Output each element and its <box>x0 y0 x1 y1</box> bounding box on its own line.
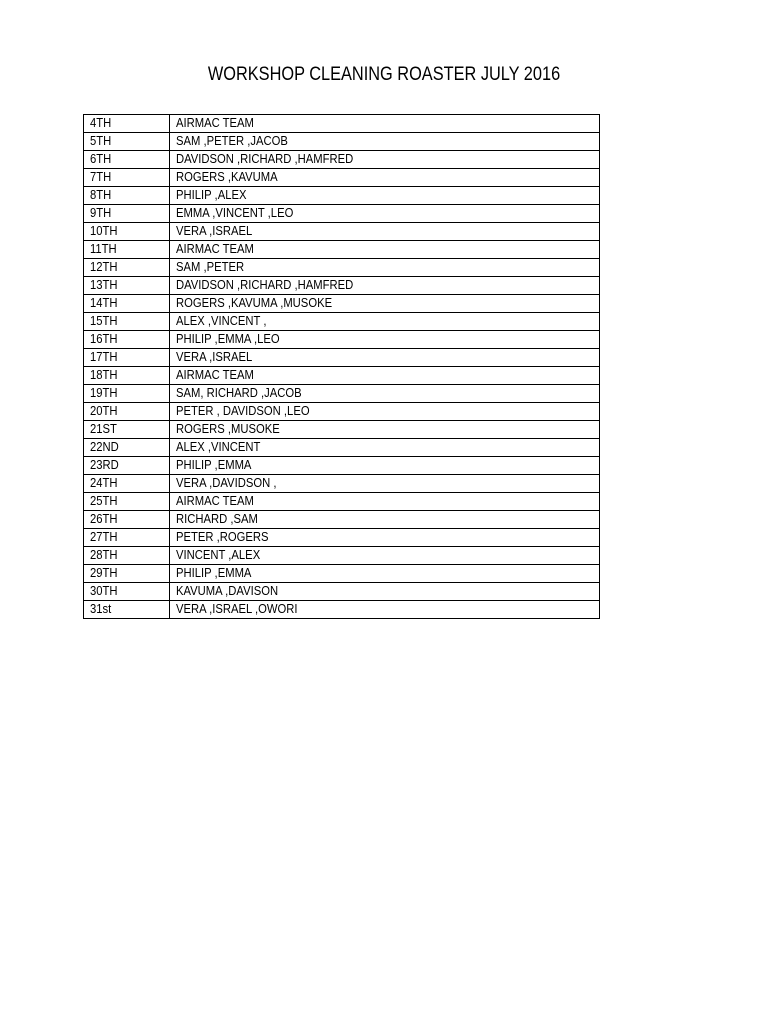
date-text: 26TH <box>90 512 118 526</box>
date-cell <box>84 421 170 439</box>
date-text: 29TH <box>90 566 118 580</box>
names-cell <box>170 439 600 457</box>
date-text: 8TH <box>90 188 112 202</box>
date-text: 20TH <box>90 404 118 418</box>
date-cell <box>84 151 170 169</box>
names-text: ROGERS ,KAVUMA <box>176 170 278 184</box>
table-row <box>84 475 600 493</box>
date-text: 11TH <box>90 242 117 256</box>
date-text: 23RD <box>90 458 119 472</box>
names-text: PHILIP ,EMMA <box>176 458 252 472</box>
names-text: PHILIP ,EMMA <box>176 566 252 580</box>
date-cell <box>84 313 170 331</box>
table-row <box>84 421 600 439</box>
names-cell <box>170 295 600 313</box>
table-row <box>84 367 600 385</box>
table-row <box>84 601 600 619</box>
date-cell <box>84 349 170 367</box>
names-text: VINCENT ,ALEX <box>176 548 261 562</box>
names-text: AIRMAC TEAM <box>176 368 254 382</box>
table-row <box>84 115 600 133</box>
roster-table <box>83 114 600 619</box>
date-text: 12TH <box>90 260 118 274</box>
date-text: 4TH <box>90 116 112 130</box>
date-cell <box>84 241 170 259</box>
table-row <box>84 169 600 187</box>
names-text: ALEX ,VINCENT , <box>176 314 267 328</box>
names-cell <box>170 529 600 547</box>
date-cell <box>84 529 170 547</box>
names-cell <box>170 583 600 601</box>
names-cell <box>170 115 600 133</box>
names-cell <box>170 331 600 349</box>
table-row <box>84 223 600 241</box>
names-text: PHILIP ,EMMA ,LEO <box>176 332 280 346</box>
date-cell <box>84 187 170 205</box>
table-row <box>84 565 600 583</box>
table-row <box>84 583 600 601</box>
date-cell <box>84 493 170 511</box>
roster-body <box>84 115 600 619</box>
date-cell <box>84 169 170 187</box>
table-row <box>84 241 600 259</box>
table-row <box>84 313 600 331</box>
names-text: AIRMAC TEAM <box>176 242 254 256</box>
date-text: 5TH <box>90 134 112 148</box>
names-cell <box>170 349 600 367</box>
date-cell <box>84 385 170 403</box>
date-cell <box>84 295 170 313</box>
names-text: DAVIDSON ,RICHARD ,HAMFRED <box>176 152 354 166</box>
names-cell <box>170 313 600 331</box>
names-text: SAM, RICHARD ,JACOB <box>176 386 302 400</box>
names-cell <box>170 547 600 565</box>
date-text: 13TH <box>90 278 118 292</box>
date-cell <box>84 223 170 241</box>
table-row <box>84 331 600 349</box>
table-row <box>84 385 600 403</box>
names-text: RICHARD ,SAM <box>176 512 258 526</box>
date-text: 31st <box>90 602 112 616</box>
names-cell <box>170 403 600 421</box>
names-cell <box>170 151 600 169</box>
date-text: 24TH <box>90 476 118 490</box>
date-text: 22ND <box>90 440 119 454</box>
date-text: 30TH <box>90 584 118 598</box>
table-row <box>84 529 600 547</box>
date-cell <box>84 277 170 295</box>
names-cell <box>170 565 600 583</box>
table-row <box>84 151 600 169</box>
table-row <box>84 259 600 277</box>
names-text: ROGERS ,KAVUMA ,MUSOKE <box>176 296 333 310</box>
names-cell <box>170 223 600 241</box>
names-cell <box>170 277 600 295</box>
date-text: 25TH <box>90 494 118 508</box>
date-text: 15TH <box>90 314 118 328</box>
date-cell <box>84 601 170 619</box>
names-text: AIRMAC TEAM <box>176 494 254 508</box>
date-cell <box>84 547 170 565</box>
date-text: 6TH <box>90 152 112 166</box>
table-row <box>84 511 600 529</box>
table-row <box>84 277 600 295</box>
names-text: PHILIP ,ALEX <box>176 188 247 202</box>
names-cell <box>170 421 600 439</box>
names-cell <box>170 133 600 151</box>
names-cell <box>170 493 600 511</box>
date-cell <box>84 475 170 493</box>
names-cell <box>170 367 600 385</box>
names-text: VERA ,ISRAEL ,OWORI <box>176 602 298 616</box>
date-cell <box>84 259 170 277</box>
date-cell <box>84 367 170 385</box>
date-text: 17TH <box>90 350 118 364</box>
names-text: KAVUMA ,DAVISON <box>176 584 279 598</box>
date-cell <box>84 115 170 133</box>
date-cell <box>84 511 170 529</box>
names-cell <box>170 385 600 403</box>
table-row <box>84 457 600 475</box>
page-title: WORKSHOP CLEANING ROASTER JULY 2016 <box>207 64 561 85</box>
names-cell <box>170 187 600 205</box>
date-text: 28TH <box>90 548 118 562</box>
table-row <box>84 439 600 457</box>
names-text: AIRMAC TEAM <box>176 116 254 130</box>
table-row <box>84 493 600 511</box>
date-text: 7TH <box>90 170 112 184</box>
date-cell <box>84 457 170 475</box>
date-cell <box>84 403 170 421</box>
table-row <box>84 187 600 205</box>
date-text: 9TH <box>90 206 112 220</box>
table-row <box>84 295 600 313</box>
date-text: 27TH <box>90 530 118 544</box>
date-text: 21ST <box>90 422 117 436</box>
date-text: 10TH <box>90 224 118 238</box>
date-text: 16TH <box>90 332 118 346</box>
table-row <box>84 133 600 151</box>
names-text: SAM ,PETER <box>176 260 245 274</box>
date-text: 14TH <box>90 296 118 310</box>
table-row <box>84 205 600 223</box>
table-row <box>84 547 600 565</box>
names-text: ALEX ,VINCENT <box>176 440 261 454</box>
table-row <box>84 403 600 421</box>
names-text: VERA ,ISRAEL <box>176 350 253 364</box>
date-cell <box>84 205 170 223</box>
names-cell <box>170 205 600 223</box>
date-cell <box>84 439 170 457</box>
names-text: PETER , DAVIDSON ,LEO <box>176 404 310 418</box>
table-row <box>84 349 600 367</box>
names-text: DAVIDSON ,RICHARD ,HAMFRED <box>176 278 354 292</box>
names-cell <box>170 511 600 529</box>
names-cell <box>170 259 600 277</box>
names-text: VERA ,ISRAEL <box>176 224 253 238</box>
date-text: 18TH <box>90 368 118 382</box>
names-text: EMMA ,VINCENT ,LEO <box>176 206 294 220</box>
date-cell <box>84 565 170 583</box>
names-cell <box>170 475 600 493</box>
names-cell <box>170 241 600 259</box>
date-cell <box>84 133 170 151</box>
names-text: ROGERS ,MUSOKE <box>176 422 280 436</box>
date-cell <box>84 583 170 601</box>
names-text: PETER ,ROGERS <box>176 530 269 544</box>
names-cell <box>170 601 600 619</box>
names-text: VERA ,DAVIDSON , <box>176 476 277 490</box>
names-cell <box>170 457 600 475</box>
date-text: 19TH <box>90 386 118 400</box>
names-cell <box>170 169 600 187</box>
date-cell <box>84 331 170 349</box>
names-text: SAM ,PETER ,JACOB <box>176 134 288 148</box>
